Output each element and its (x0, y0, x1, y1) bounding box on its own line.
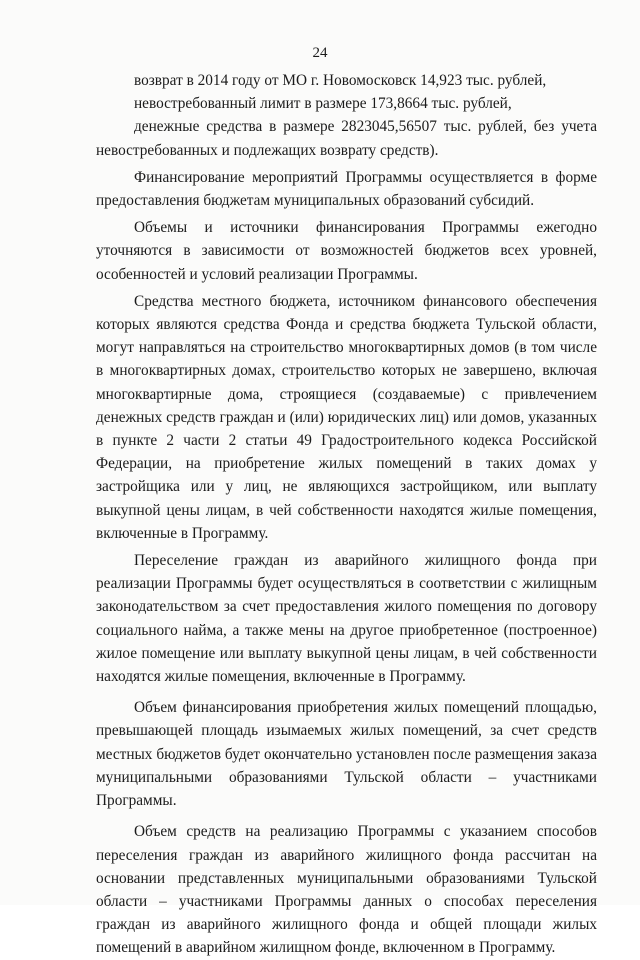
document-body (96, 69, 597, 960)
page-number: 24 (312, 45, 328, 61)
paragraph-financing: Финансирование мероприятий Программы осуществляется в форме предоставления бюджетам муниципальных образований субсидий. (96, 168, 597, 210)
paragraph-volumes: Объемы и источники финансирования Программы ежегодно уточняются в зависимости от возможностей бюджетов всех уровней, особенностей и условий реализации Программы. (96, 219, 597, 283)
paragraph-refund: возврат в 2014 году от МО г. Новомосковск 14,923 тыс. рублей, (134, 72, 547, 89)
paragraph-resettlement: Переселение граждан из аварийного жилищного фонда при реализации Программы будет осуществляться в соответствии с жилищным законодательством за счет предоставления жилого помещения по договору социального найма, а также мены на другое приобретенное (построенное) жилое помещение или выплату выкупной цены лицам, в чей собственности находятся жилые помещения, включенные в Программу. (96, 552, 597, 686)
paragraph-local-budget: Средства местного бюджета, источником финансового обеспечения которых являются средства Фонда и средства бюджета Тульской области, могут направляться на строительство многоквартирных домов (в том числе в многоквартирных домах, строительство которых не завершено, включая многоквартирные дома, строящиеся (создаваемые) с привлечением денежных средств граждан и (или) юридических лиц) или домов, указанных в пункте 2 части 2 статьи 49 Градостроительного кодекса Российской Федерации, на приобретение жилых помещений в таких домах у застройщика или у лиц, не являющихся застройщиком, или выплату выкупной цены лицам, в чей собственности находятся жилые помещения, включенные в Программу. (96, 292, 597, 542)
paragraph-funds-volume: Объем средств на реализацию Программы с указанием способов переселения граждан из аварийного жилищного фонда рассчитан на основании представленных муниципальными образованиями Тульской области – участниками Программы данных о способах переселения граждан из аварийного жилищного фонда и общей площади жилых помещений в аварийном жилищном фонде, включенном в Программу. (96, 823, 597, 957)
paragraph-unclaimed-limit: невостребованный лимит в размере 173,8664 тыс. рублей, (134, 95, 512, 113)
paragraph-funds: денежные средства в размере 2823045,56507 тыс. рублей, без учета невостребованных и подлежащих возврату средств). (96, 118, 597, 159)
paragraph-financing-volume: Объем финансирования приобретения жилых помещений площадью, превышающей площадь изымаемых жилых помещений, за счет средств местных бюджетов будет окончательно установлен после размещения заказа муниципальными образованиями Тульской области – участниками Программы. (96, 699, 597, 810)
